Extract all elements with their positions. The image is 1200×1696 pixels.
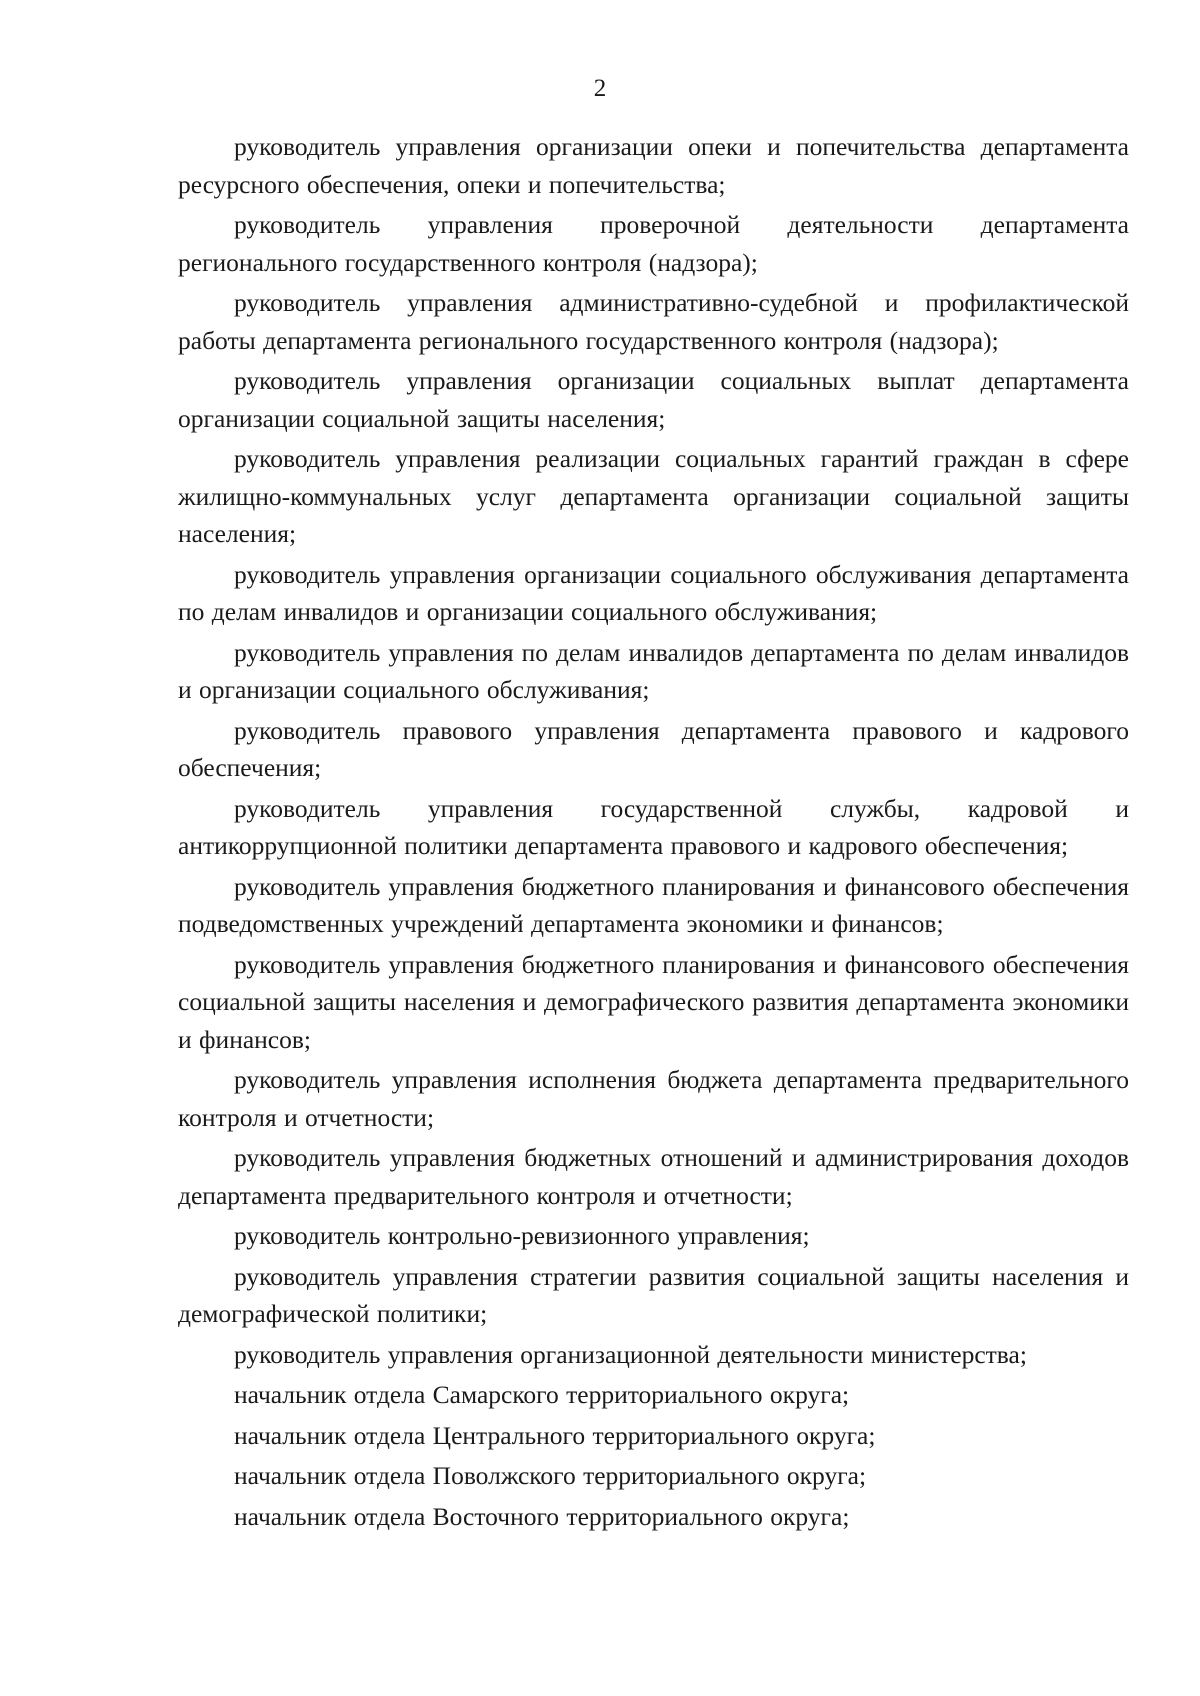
list-item: руководитель правового управления департамента правового и кадрового обеспечения; [178, 715, 1129, 782]
list-item: начальник отдела Поволжского территориального округа; [234, 1461, 867, 1490]
list-item: начальник отдела Самарского территориального округа; [234, 1380, 850, 1409]
list-item: начальник отдела Восточного территориального округа; [234, 1501, 850, 1531]
list-item: руководитель управления бюджетного планирования и финансового обеспечения социальной защиты населения и демографического развития департамента экономики и финансов; [178, 949, 1129, 1054]
list-item: руководитель управления исполнения бюджета департамента предварительного контроля и отчетности; [178, 1065, 1129, 1132]
list-item: руководитель управления бюджетных отношений и администрирования доходов департамента предварительного контроля и отчетности; [178, 1143, 1129, 1210]
list-item: руководитель управления проверочной деятельности департамента регионального государственного контроля (надзора); [178, 210, 1129, 277]
list-item: руководитель управления организации социального обслуживания департамента по делам инвалидов и организации социального обслуживания; [178, 559, 1129, 626]
list-item: руководитель управления стратегии развития социальной защиты населения и демографической политики; [178, 1261, 1129, 1328]
list-item: начальник отдела Центрального территориального округа; [234, 1420, 876, 1450]
list-item: руководитель управления организации социальных выплат департамента организации социальной защиты населения; [178, 366, 1129, 433]
list-item: руководитель управления по делам инвалидов департамента по делам инвалидов и организации социального обслуживания; [178, 637, 1129, 704]
list-item: руководитель управления государственной службы, кадровой и антикоррупционной политики департамента правового и кадрового обеспечения; [178, 793, 1129, 860]
page-number: 2 [593, 75, 607, 102]
list-item: руководитель управления организации опеки и попечительства департамента ресурсного обеспечения, опеки и попечительства; [178, 132, 1129, 199]
list-item: руководитель управления административно-судебной и профилактической работы департамента регионального государственного контроля (надзора); [178, 288, 1129, 355]
list-item: руководитель управления реализации социальных гарантий граждан в сфере жилищно-коммунальных услуг департамента организации социальной защиты населения; [178, 444, 1129, 548]
list-item: руководитель контрольно-ревизионного управления; [234, 1221, 810, 1250]
list-item: руководитель управления организационной деятельности министерства; [234, 1339, 1027, 1369]
document-body [178, 128, 1129, 1538]
list-item: руководитель управления бюджетного планирования и финансового обеспечения подведомственных учреждений департамента экономики и финансов; [178, 871, 1129, 938]
